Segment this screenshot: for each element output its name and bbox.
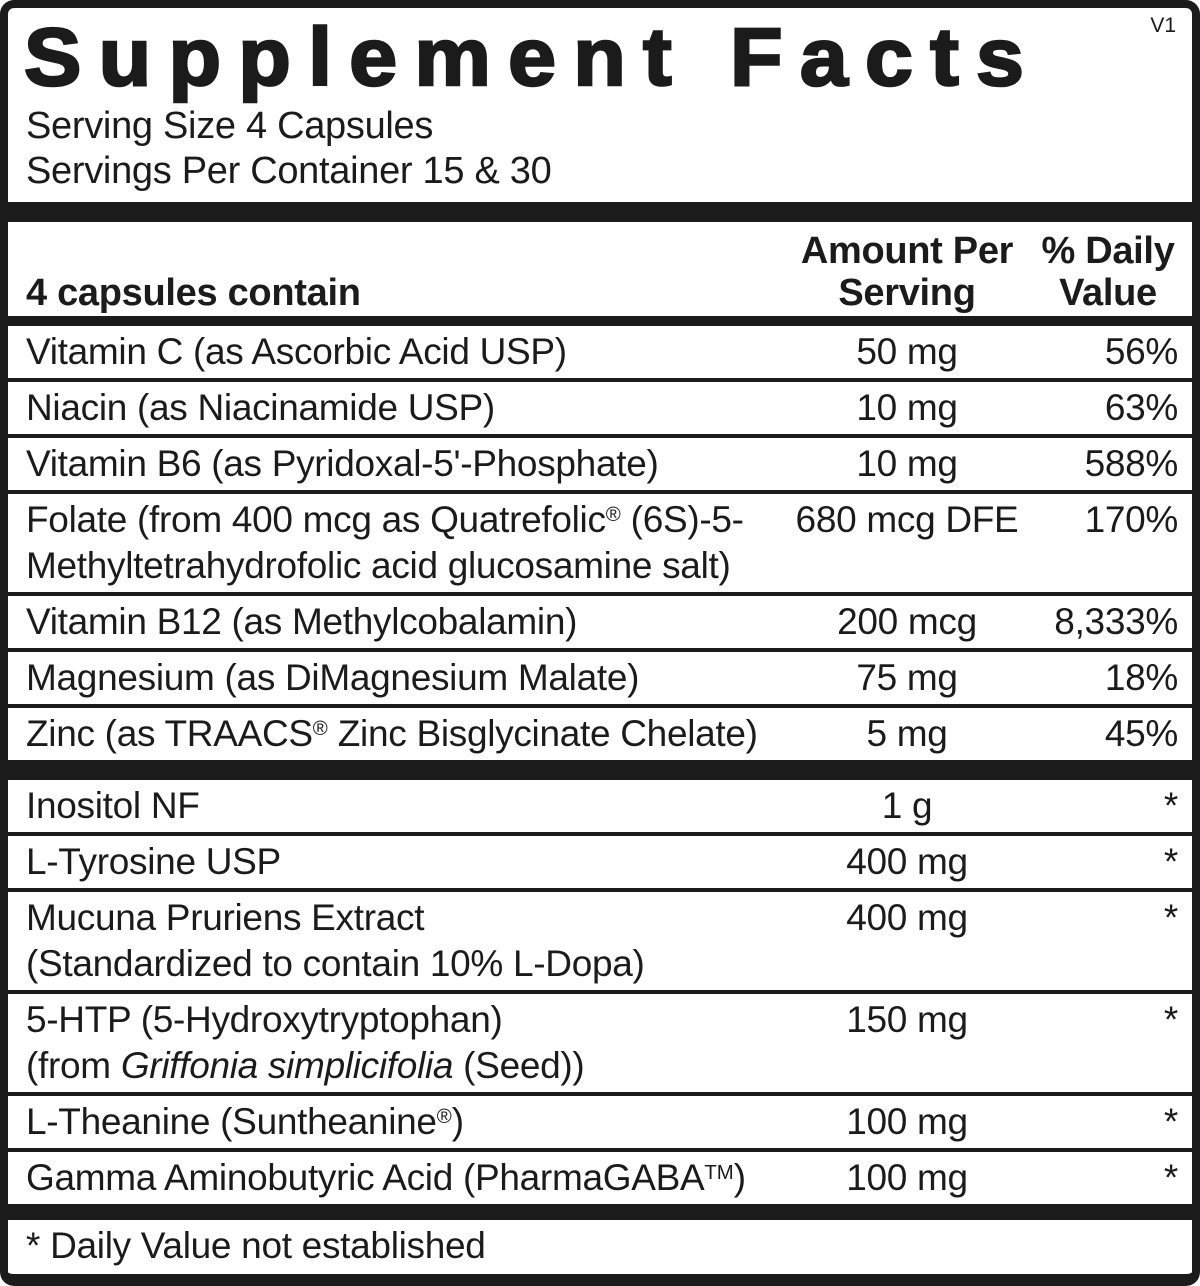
table-row	[8, 1148, 1192, 1204]
table-row	[8, 326, 1192, 378]
serving-info	[8, 98, 1192, 202]
header-divider	[8, 316, 1192, 326]
nutrients-section	[8, 326, 1192, 760]
amount-cell: 200 mcg	[837, 601, 977, 642]
amount-cell: 10 mg	[856, 387, 958, 428]
table-row	[8, 832, 1192, 888]
dv-cell: *	[1163, 897, 1178, 938]
ingredient-name: L-Theanine (Suntheanine®)	[26, 1101, 464, 1142]
dv-cell: *	[1163, 1101, 1178, 1142]
table-header-row	[8, 222, 1192, 316]
table-row	[8, 780, 1192, 832]
amount-cell: 400 mg	[846, 841, 968, 882]
ingredient-name: Vitamin B6 (as Pyridoxal-5'-Phosphate)	[26, 443, 659, 484]
amount-cell: 100 mg	[846, 1157, 968, 1198]
amount-cell: 680 mcg DFE	[795, 499, 1019, 540]
ingredient-name: Gamma Aminobutyric Acid (PharmaGABA™)	[26, 1157, 746, 1198]
footnote: * Daily Value not established	[26, 1225, 486, 1266]
column-header-amount: Amount Per Serving	[800, 230, 1014, 314]
table-row	[8, 888, 1192, 990]
table-row	[8, 434, 1192, 490]
ingredient-name: Zinc (as TRAACS® Zinc Bisglycinate Chelate)	[26, 713, 758, 754]
dv-cell: 56%	[1104, 331, 1178, 372]
dv-cell: 8,333%	[1054, 601, 1178, 642]
amount-cell: 50 mg	[856, 331, 958, 372]
dv-cell: *	[1163, 1157, 1178, 1198]
dv-cell: 588%	[1084, 443, 1178, 484]
ingredient-name: Vitamin B12 (as Methylcobalamin)	[26, 601, 578, 642]
table-row	[8, 648, 1192, 704]
version-tag: V1	[1150, 14, 1176, 37]
ingredient-name: Magnesium (as DiMagnesium Malate)	[26, 657, 640, 698]
table-row	[8, 490, 1192, 592]
section-divider-bottom	[8, 1204, 1192, 1220]
serving-size: Serving Size 4 Capsules	[26, 105, 434, 147]
ingredient-name: Folate (from 400 mcg as Quatrefolic® (6S)-5- Methyltetrahydrofolic acid glucosamine salt)	[26, 499, 744, 586]
page-title: Supplement Facts	[24, 12, 1042, 103]
amount-cell: 400 mg	[846, 897, 968, 938]
ingredient-name: Niacin (as Niacinamide USP)	[26, 387, 495, 428]
column-header-ingredient: 4 capsules contain	[26, 272, 361, 314]
amount-cell: 5 mg	[866, 713, 948, 754]
amount-cell: 100 mg	[846, 1101, 968, 1142]
amount-cell: 75 mg	[856, 657, 958, 698]
amount-cell: 1 g	[881, 785, 933, 826]
ingredient-name: 5-HTP (5-Hydroxytryptophan) (from Griffonia simplicifolia (Seed))	[26, 999, 585, 1086]
dv-cell: 18%	[1104, 657, 1178, 698]
dv-cell: *	[1163, 841, 1178, 882]
table-row	[8, 990, 1192, 1092]
dv-cell: 45%	[1104, 713, 1178, 754]
dv-cell: 170%	[1084, 499, 1178, 540]
section-divider-middle	[8, 760, 1192, 780]
ingredient-name: Mucuna Pruriens Extract (Standardized to contain 10% L-Dopa)	[26, 897, 645, 984]
amount-cell: 150 mg	[846, 999, 968, 1040]
table-row	[8, 704, 1192, 760]
table-row	[8, 592, 1192, 648]
table-row	[8, 1092, 1192, 1148]
dv-cell: *	[1163, 785, 1178, 826]
dv-cell: 63%	[1104, 387, 1178, 428]
ingredient-name: L-Tyrosine USP	[26, 841, 281, 882]
amount-cell: 10 mg	[856, 443, 958, 484]
ingredient-name: Inositol NF	[26, 785, 200, 826]
ingredient-name: Vitamin C (as Ascorbic Acid USP)	[26, 331, 567, 372]
dv-cell: *	[1163, 999, 1178, 1040]
servings-per-container: Servings Per Container 15 & 30	[26, 150, 552, 192]
table-row	[8, 378, 1192, 434]
section-divider-top	[8, 202, 1192, 222]
column-header-daily-value: % Daily Value	[1041, 230, 1175, 314]
other-ingredients-section	[8, 780, 1192, 1204]
